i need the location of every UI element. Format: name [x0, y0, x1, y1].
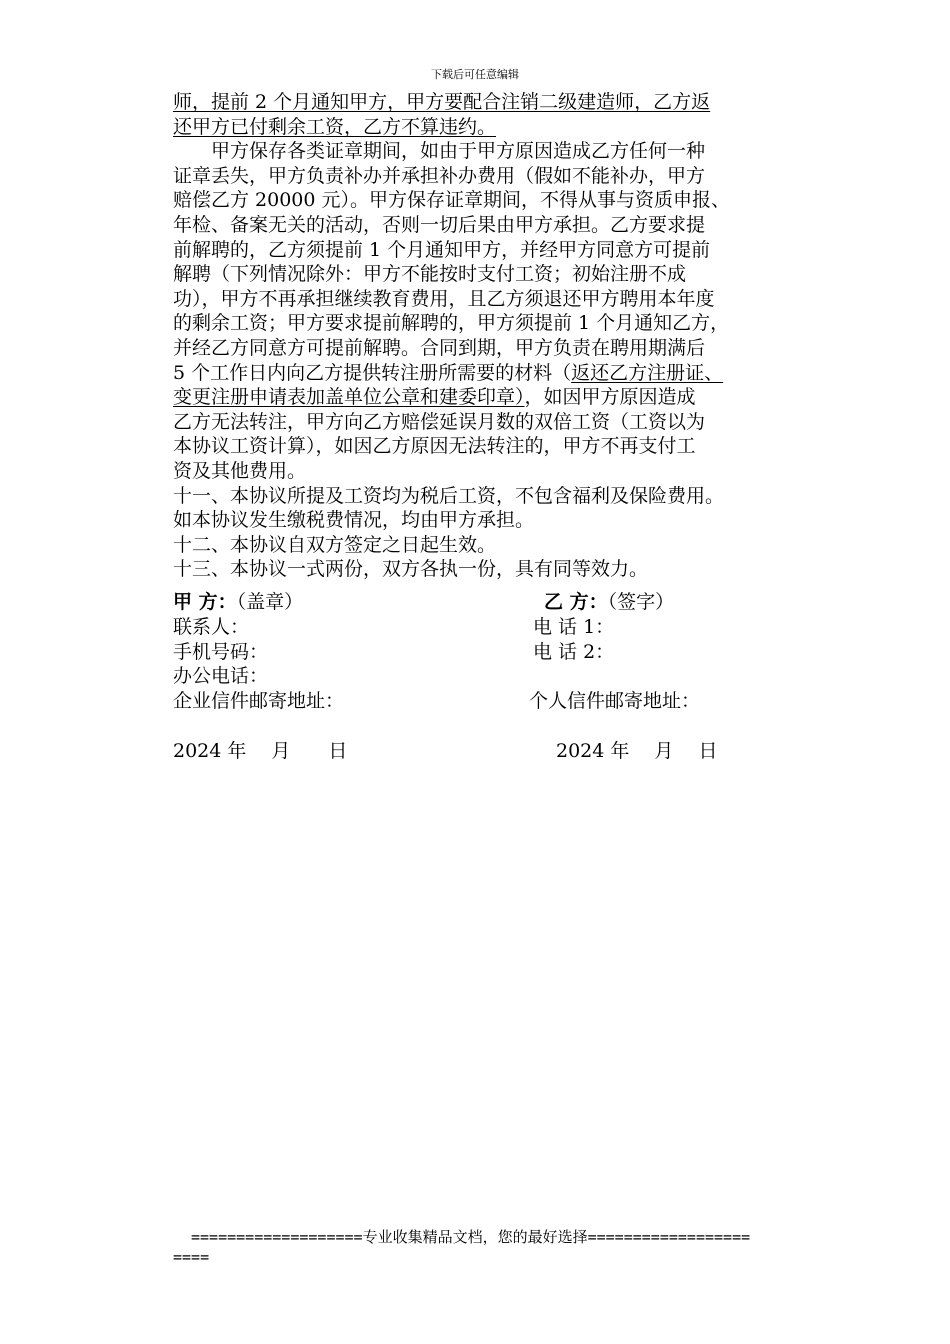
paragraph1-line2: 还甲方已付剩余工资，乙方不算违约。: [173, 115, 497, 138]
page-header: 下载后可任意编辑: [431, 68, 519, 81]
paragraph2-line9: 并经乙方同意方可提前解聘。合同到期，甲方负责在聘用期满后: [173, 336, 706, 359]
paragraph2-line13: 本协议工资计算），如因乙方原因无法转注的，甲方不再支付工: [173, 435, 696, 458]
party-b-date: 2024 年 月 日: [556, 740, 718, 762]
party-b-phone1: 电 话 1：: [533, 616, 615, 638]
paragraph2-line5: 前解聘的，乙方须提前 1 个月通知甲方，并经甲方同意方可提前: [173, 238, 711, 261]
party-b-phone2: 电 话 2：: [533, 641, 615, 663]
paragraph2-line14: 资及其他费用。: [173, 459, 307, 482]
contract-body: [173, 90, 823, 582]
party-a-address: 企业信件邮寄地址：: [173, 690, 345, 712]
party-a-office-phone: 办公电话：: [173, 665, 269, 687]
clause11-line1: 十一、本协议所提及工资均为税后工资，不包含福利及保险费用。: [173, 484, 725, 507]
paragraph2-line4: 年检、备案无关的活动，否则一切后果由甲方承担。乙方要求提: [173, 213, 706, 236]
party-a-date: 2024 年 月 日: [173, 740, 348, 762]
paragraph2-line1: 甲方保存各类证章期间，如由于甲方原因造成乙方任何一种: [211, 140, 706, 163]
party-b-label: 乙 方：（签字）: [544, 591, 675, 613]
paragraph2-line6: 解聘（下列情况除外：甲方不能按时支付工资；初始注册不成: [173, 263, 687, 286]
party-a-label: 甲 方：（盖章）: [173, 591, 304, 613]
clause13: 十三、本协议一式两份，双方各执一份，具有同等效力。: [173, 558, 649, 581]
paragraph2-line8: 的剩余工资；甲方要求提前解聘的，甲方须提前 1 个月通知乙方，: [173, 312, 730, 335]
footer-line2: ====: [173, 1248, 210, 1266]
clause12: 十二、本协议自双方签定之日起生效。: [173, 533, 497, 556]
party-b-address: 个人信件邮寄地址：: [529, 690, 701, 712]
paragraph2-line2: 证章丢失，甲方负责补办并承担补办费用（假如不能补办，甲方: [173, 164, 706, 187]
paragraph1-line1: 师，提前 2 个月通知甲方，甲方要配合注销二级建造师，乙方返: [173, 91, 711, 113]
paragraph2-line10: 5 个工作日内向乙方提供转注册所需要的材料（返还乙方注册证、: [173, 361, 724, 384]
clause11-line2: 如本协议发生缴税费情况，均由甲方承担。: [173, 509, 535, 532]
paragraph2-line12: 乙方无法转注，甲方向乙方赔偿延误月数的双倍工资（工资以为: [173, 410, 706, 433]
paragraph2-line7: 功），甲方不再承担继续教育费用，且乙方须退还甲方聘用本年度: [173, 287, 715, 310]
paragraph2-line11: 变更注册申请表加盖单位公章和建委印章），如因甲方原因造成: [173, 386, 696, 409]
paragraph2-line3: 赔偿乙方 20000 元）。甲方保存证章期间，不得从事与资质申报、: [173, 189, 731, 212]
footer-line1: ===================专业收集精品文档，您的最好选择==================: [191, 1228, 751, 1246]
party-a-contact: 联系人：: [173, 616, 250, 638]
page-footer: [173, 1227, 823, 1267]
party-a-mobile: 手机号码：: [173, 641, 269, 663]
